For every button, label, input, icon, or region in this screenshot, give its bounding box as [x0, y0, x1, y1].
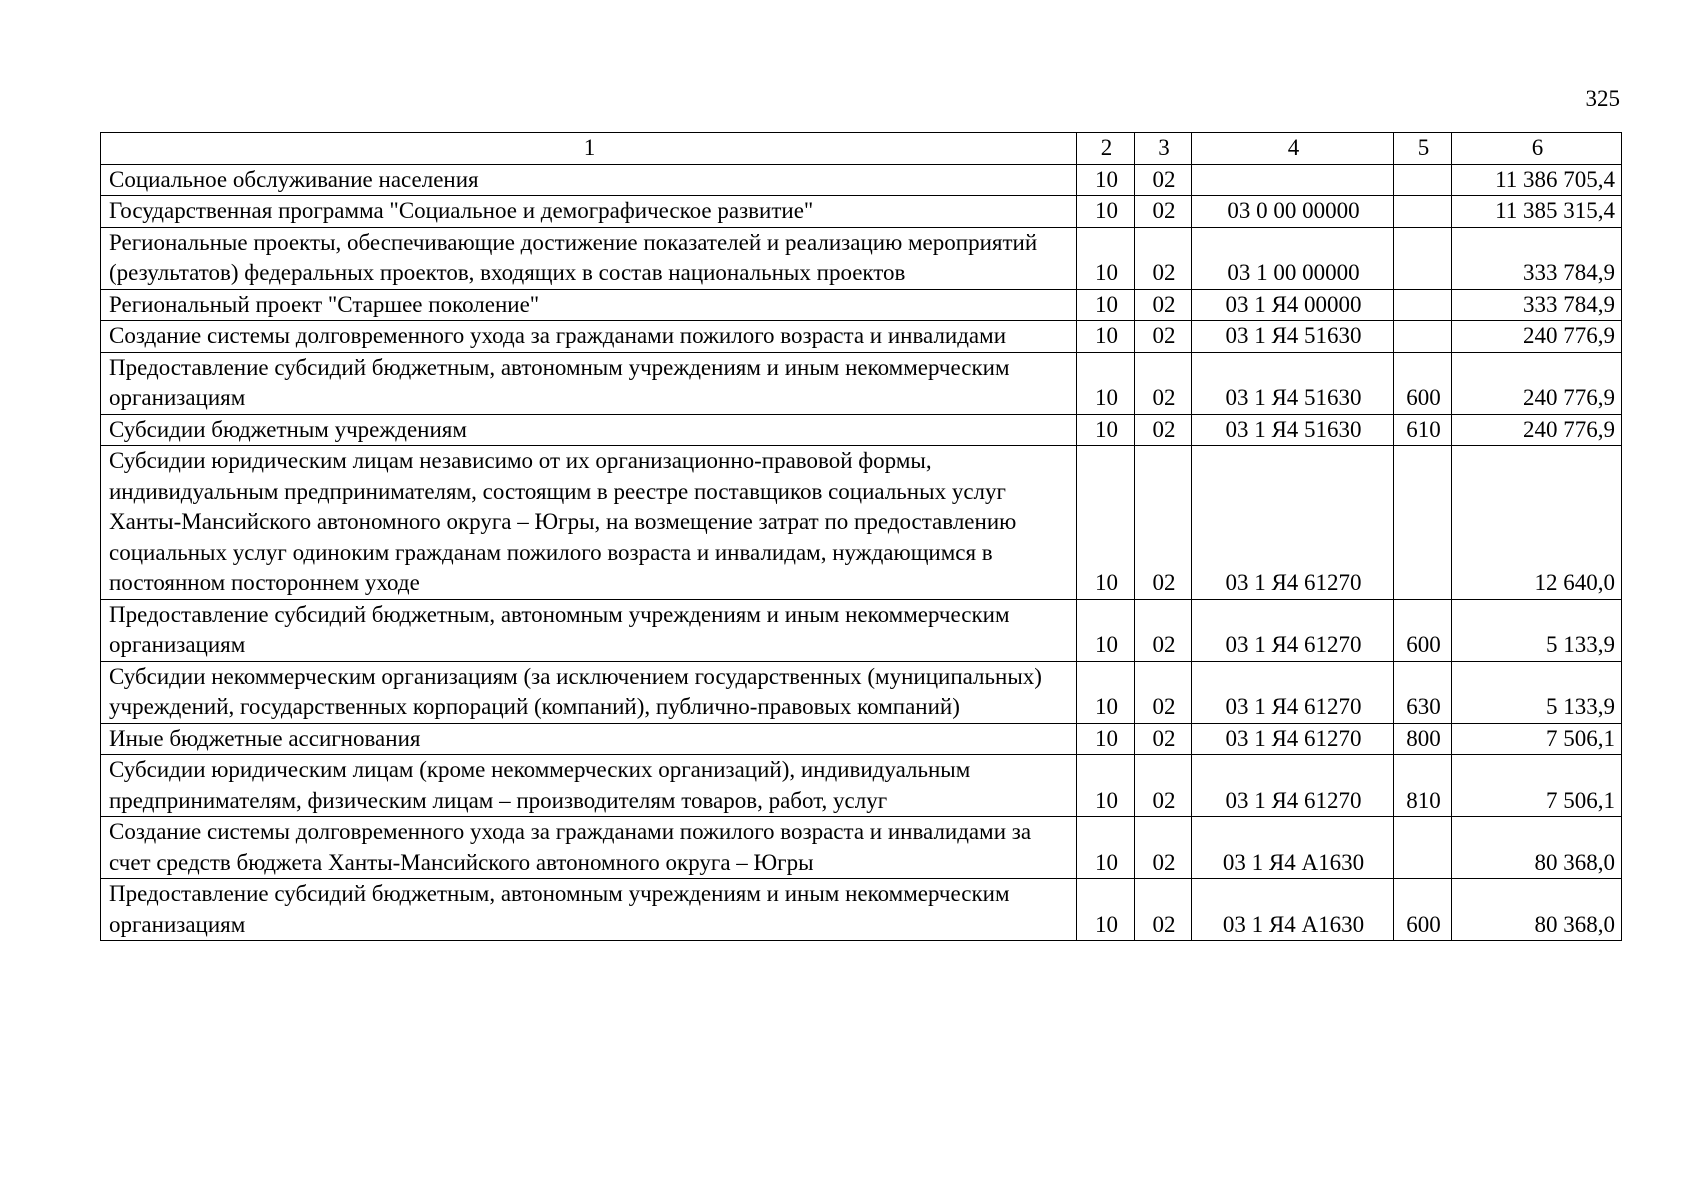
header-cell-1: 1: [101, 133, 1077, 165]
cell-section: 10: [1077, 321, 1135, 353]
cell-target-article: 03 1 Я4 61270: [1192, 755, 1394, 817]
cell-subsection: 02: [1135, 661, 1192, 723]
cell-expense-type: 600: [1394, 352, 1452, 414]
header-cell-3: 3: [1135, 133, 1192, 165]
cell-name: Региональный проект "Старшее поколение": [101, 289, 1077, 321]
header-cell-2: 2: [1077, 133, 1135, 165]
cell-amount: 11 385 315,4: [1452, 196, 1622, 228]
cell-target-article: 03 1 00 00000: [1192, 227, 1394, 289]
cell-expense-type: [1394, 446, 1452, 600]
table-row: [101, 414, 1622, 446]
cell-target-article: 03 0 00 00000: [1192, 196, 1394, 228]
cell-name: Создание системы долговременного ухода за гражданами пожилого возраста и инвалидами за счет средств бюджета Ханты-Мансийского автономного округа – Югры: [101, 817, 1077, 879]
cell-amount: 12 640,0: [1452, 446, 1622, 600]
cell-amount: 80 368,0: [1452, 879, 1622, 941]
cell-name: Иные бюджетные ассигнования: [101, 723, 1077, 755]
cell-target-article: 03 1 Я4 61270: [1192, 446, 1394, 600]
cell-name: Социальное обслуживание населения: [101, 164, 1077, 196]
cell-name: Субсидии юридическим лицам (кроме некоммерческих организаций), индивидуальным предпринимателям, физическим лицам – производителям товаров, работ, услуг: [101, 755, 1077, 817]
table-header-row: [101, 133, 1622, 165]
cell-amount: 333 784,9: [1452, 227, 1622, 289]
cell-section: 10: [1077, 599, 1135, 661]
cell-target-article: [1192, 164, 1394, 196]
cell-amount: 80 368,0: [1452, 817, 1622, 879]
header-cell-4: 4: [1192, 133, 1394, 165]
cell-subsection: 02: [1135, 196, 1192, 228]
cell-section: 10: [1077, 817, 1135, 879]
cell-section: 10: [1077, 414, 1135, 446]
cell-target-article: 03 1 Я4 А1630: [1192, 879, 1394, 941]
table-row: [101, 755, 1622, 817]
cell-name: Создание системы долговременного ухода за гражданами пожилого возраста и инвалидами: [101, 321, 1077, 353]
cell-expense-type: 600: [1394, 879, 1452, 941]
table-row: [101, 817, 1622, 879]
cell-section: 10: [1077, 879, 1135, 941]
cell-expense-type: 610: [1394, 414, 1452, 446]
cell-expense-type: [1394, 321, 1452, 353]
table-row: [101, 289, 1622, 321]
cell-target-article: 03 1 Я4 51630: [1192, 321, 1394, 353]
budget-table-body: [101, 133, 1622, 941]
cell-section: 10: [1077, 352, 1135, 414]
cell-amount: 5 133,9: [1452, 599, 1622, 661]
cell-subsection: 02: [1135, 227, 1192, 289]
cell-target-article: 03 1 Я4 61270: [1192, 599, 1394, 661]
cell-section: 10: [1077, 661, 1135, 723]
header-cell-5: 5: [1394, 133, 1452, 165]
table-row: [101, 661, 1622, 723]
cell-target-article: 03 1 Я4 51630: [1192, 352, 1394, 414]
cell-amount: 7 506,1: [1452, 723, 1622, 755]
cell-amount: 333 784,9: [1452, 289, 1622, 321]
cell-amount: 5 133,9: [1452, 661, 1622, 723]
cell-expense-type: [1394, 289, 1452, 321]
cell-name: Государственная программа "Социальное и демографическое развитие": [101, 196, 1077, 228]
cell-target-article: 03 1 Я4 61270: [1192, 661, 1394, 723]
cell-expense-type: 600: [1394, 599, 1452, 661]
cell-expense-type: [1394, 817, 1452, 879]
cell-subsection: 02: [1135, 599, 1192, 661]
table-row: [101, 352, 1622, 414]
table-row: [101, 164, 1622, 196]
cell-name: Региональные проекты, обеспечивающие достижение показателей и реализацию мероприятий (результатов) федеральных проектов, входящих в состав национальных проектов: [101, 227, 1077, 289]
cell-subsection: 02: [1135, 321, 1192, 353]
cell-subsection: 02: [1135, 164, 1192, 196]
cell-target-article: 03 1 Я4 А1630: [1192, 817, 1394, 879]
cell-subsection: 02: [1135, 879, 1192, 941]
cell-section: 10: [1077, 723, 1135, 755]
page-number: 325: [1585, 86, 1620, 111]
cell-name: Субсидии бюджетным учреждениям: [101, 414, 1077, 446]
table-row: [101, 446, 1622, 600]
cell-name: Предоставление субсидий бюджетным, автономным учреждениям и иным некоммерческим организациям: [101, 599, 1077, 661]
table-row: [101, 599, 1622, 661]
cell-section: 10: [1077, 164, 1135, 196]
cell-expense-type: [1394, 227, 1452, 289]
cell-expense-type: [1394, 164, 1452, 196]
table-row: [101, 196, 1622, 228]
table-row: [101, 227, 1622, 289]
cell-amount: 240 776,9: [1452, 414, 1622, 446]
table-row: [101, 321, 1622, 353]
cell-target-article: 03 1 Я4 61270: [1192, 723, 1394, 755]
cell-subsection: 02: [1135, 414, 1192, 446]
cell-name: Субсидии юридическим лицам независимо от их организационно-правовой формы, индивидуальным предпринимателям, состоящим в реестре поставщиков социальных услуг Ханты-Мансийского автономного округа – Югры, на возмещение затрат по предоставлению социальных услуг одиноким гражданам пожилого возраста и инвалидам, нуждающимся в постоянном постороннем уходе: [101, 446, 1077, 600]
table-row: [101, 723, 1622, 755]
cell-name: Предоставление субсидий бюджетным, автономным учреждениям и иным некоммерческим организациям: [101, 879, 1077, 941]
header-cell-6: 6: [1452, 133, 1622, 165]
cell-section: 10: [1077, 289, 1135, 321]
cell-target-article: 03 1 Я4 51630: [1192, 414, 1394, 446]
table-row: [101, 879, 1622, 941]
cell-amount: 240 776,9: [1452, 321, 1622, 353]
cell-section: 10: [1077, 755, 1135, 817]
cell-expense-type: [1394, 196, 1452, 228]
cell-subsection: 02: [1135, 352, 1192, 414]
cell-amount: 240 776,9: [1452, 352, 1622, 414]
cell-expense-type: 800: [1394, 723, 1452, 755]
cell-expense-type: 810: [1394, 755, 1452, 817]
cell-target-article: 03 1 Я4 00000: [1192, 289, 1394, 321]
cell-subsection: 02: [1135, 755, 1192, 817]
cell-amount: 11 386 705,4: [1452, 164, 1622, 196]
cell-subsection: 02: [1135, 817, 1192, 879]
cell-section: 10: [1077, 196, 1135, 228]
cell-subsection: 02: [1135, 723, 1192, 755]
cell-name: Предоставление субсидий бюджетным, автономным учреждениям и иным некоммерческим организациям: [101, 352, 1077, 414]
budget-table: [100, 132, 1622, 941]
cell-section: 10: [1077, 227, 1135, 289]
cell-subsection: 02: [1135, 446, 1192, 600]
cell-amount: 7 506,1: [1452, 755, 1622, 817]
cell-section: 10: [1077, 446, 1135, 600]
cell-name: Субсидии некоммерческим организациям (за исключением государственных (муниципальных) учреждений, государственных корпораций (компаний), публично-правовых компаний): [101, 661, 1077, 723]
cell-expense-type: 630: [1394, 661, 1452, 723]
cell-subsection: 02: [1135, 289, 1192, 321]
